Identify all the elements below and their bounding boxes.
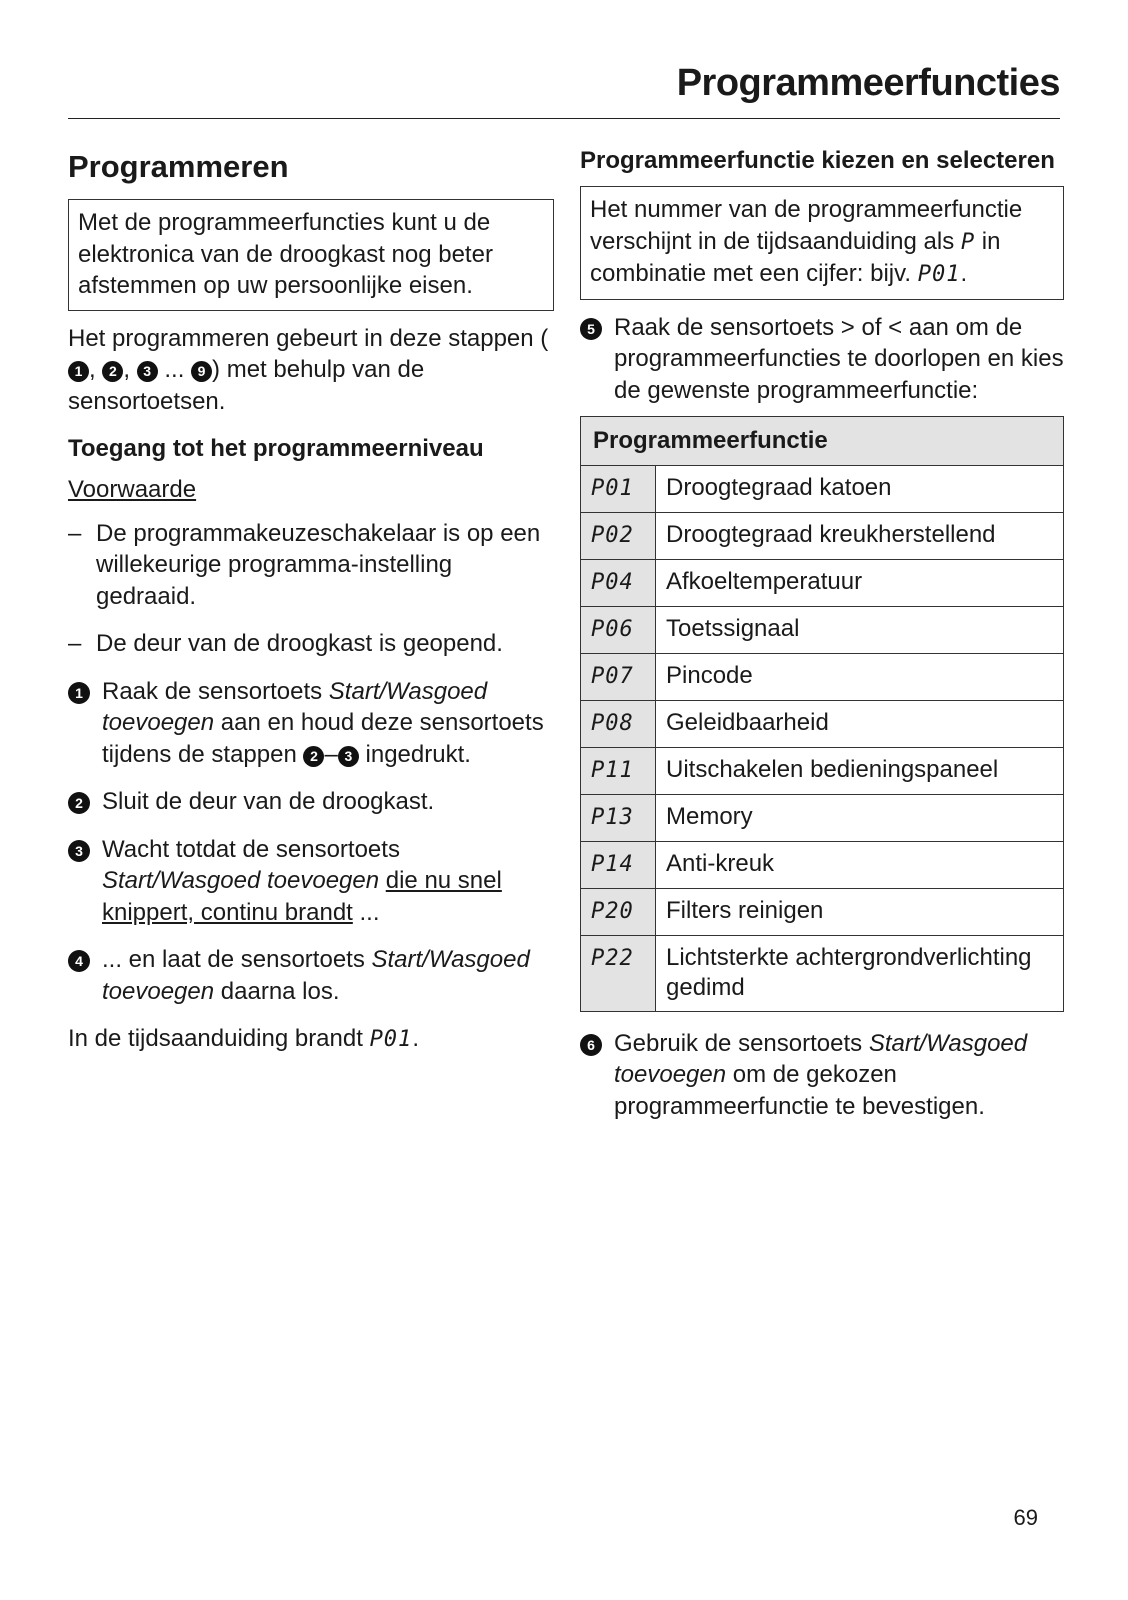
function-code <box>581 653 656 700</box>
list-item <box>68 628 554 660</box>
left-column <box>68 145 554 1072</box>
step-text: Sluit de deur van de droogkast. <box>102 788 435 815</box>
table-row <box>581 653 1064 700</box>
table-row <box>581 559 1064 606</box>
page-number: 69 <box>1013 1505 1038 1530</box>
program-functions-table <box>580 416 1064 1012</box>
list-item-text: De deur van de droogkast is geopend. <box>96 630 503 657</box>
table-header: Programmeerfunctie <box>581 417 1064 466</box>
display-code: P06 <box>591 616 634 642</box>
table-row <box>581 888 1064 935</box>
step-1 <box>68 676 554 771</box>
step-text: Gebruik de sensortoets <box>614 1029 869 1057</box>
step-number-badge: 6 <box>580 1034 602 1056</box>
final-paragraph <box>68 1023 554 1056</box>
function-label: Afkoeltemperatuur <box>656 559 1064 606</box>
range-dash: – <box>324 740 338 768</box>
function-code <box>581 559 656 606</box>
step-badge-3: 3 <box>338 746 359 767</box>
step-2 <box>68 786 554 818</box>
function-label: Filters reinigen <box>656 888 1064 935</box>
display-code: P11 <box>591 757 634 783</box>
list-item-text: De programmakeuzeschakelaar is op een willekeurige programma-instelling gedraaid. <box>96 519 541 610</box>
section-title: Programmeren <box>68 149 289 184</box>
step-badge-2: 2 <box>303 746 324 767</box>
step-5 <box>580 312 1064 407</box>
step-number-badge: 3 <box>68 840 90 862</box>
function-label: Anti-kreuk <box>656 841 1064 888</box>
function-label: Droogtegraad katoen <box>656 465 1064 512</box>
table-row <box>581 794 1064 841</box>
access-heading: Toegang tot het programmeerniveau <box>68 435 484 462</box>
display-code: P22 <box>591 945 634 971</box>
display-code: P08 <box>591 710 634 736</box>
function-label: Geleidbaarheid <box>656 700 1064 747</box>
right-column <box>580 145 1064 1138</box>
page-header-title: Programmeerfuncties <box>676 62 1060 104</box>
final-text: In de tijdsaanduiding brandt <box>68 1025 370 1052</box>
intro-box <box>68 199 554 311</box>
function-code <box>581 606 656 653</box>
ellipsis: ... <box>164 356 185 383</box>
step-badge-9: 9 <box>191 361 212 382</box>
function-label: Uitschakelen bedieningspaneel <box>656 747 1064 794</box>
function-code <box>581 512 656 559</box>
intro-text-2: ) met behulp van de sensortoetsen. <box>68 356 425 415</box>
intro-box-text: Met de programmeerfuncties kunt u de elektronica van de droogkast nog beter afstemmen op uw persoonlijke eisen. <box>78 209 493 299</box>
table-row <box>581 747 1064 794</box>
table-body <box>581 465 1064 1011</box>
step-text: ... en laat de sensortoets <box>102 946 372 973</box>
function-code <box>581 841 656 888</box>
period: . <box>412 1025 419 1052</box>
step-number-badge: 4 <box>68 950 90 972</box>
header-rule <box>68 118 1060 119</box>
intro-paragraph <box>68 323 554 418</box>
display-code: P01 <box>369 1027 413 1052</box>
display-code: P13 <box>591 804 634 830</box>
step-text: ... <box>352 898 380 926</box>
button-name: Start/Wasgoed toevoegen <box>102 946 530 1005</box>
function-code <box>581 794 656 841</box>
display-code: P01 <box>917 262 961 287</box>
step-number-badge: 5 <box>580 318 602 340</box>
next-arrow-icon: > <box>840 313 855 341</box>
step-text: daarna los. <box>214 977 340 1005</box>
function-label: Droogtegraad kreukherstellend <box>656 512 1064 559</box>
display-code: P <box>960 229 976 255</box>
button-name: Start/Wasgoed toevoegen <box>102 677 488 736</box>
table-row <box>581 935 1064 1011</box>
step-text: Raak de sensortoets <box>102 677 329 705</box>
step-badge-1: 1 <box>68 361 89 382</box>
step-text: aan om de programmeerfuncties te doorlopen en kies de gewenste programmeerfunctie: <box>614 313 1064 404</box>
display-code: P01 <box>591 475 634 501</box>
display-code: P04 <box>591 569 634 595</box>
previous-arrow-icon: < <box>888 313 903 341</box>
table-row <box>581 841 1064 888</box>
period: . <box>960 260 968 287</box>
step-number-badge: 2 <box>68 792 90 814</box>
comma: , <box>123 356 131 383</box>
function-code <box>581 888 656 935</box>
step-text: ingedrukt. <box>358 740 471 768</box>
list-item <box>68 518 554 613</box>
precondition-label: Voorwaarde <box>68 476 197 503</box>
step-text: aan en houd deze sensortoets tijdens de stappen <box>102 709 544 768</box>
step-text: Wacht totdat de sensortoets <box>102 835 400 863</box>
intro-text-1: Het programmeren gebeurt in deze stappen ( <box>68 324 549 352</box>
function-label: Memory <box>656 794 1064 841</box>
step-badge-3: 3 <box>137 361 158 382</box>
button-name: Start/Wasgoed toevoegen <box>102 867 380 894</box>
info-text: in combinatie met een cijfer: bijv. <box>590 227 1001 287</box>
dash-bullet: – <box>68 519 82 547</box>
comma: , <box>89 356 96 383</box>
display-code: P14 <box>591 851 634 877</box>
table-row <box>581 465 1064 512</box>
step-4 <box>68 944 554 1007</box>
display-code: P20 <box>591 898 634 924</box>
dash-bullet: – <box>68 630 82 657</box>
function-label: Lichtsterkte achtergrondverlichting gedimd <box>656 935 1064 1011</box>
table-row <box>581 700 1064 747</box>
button-name: Start/Wasgoed toevoegen <box>614 1029 1028 1088</box>
step-number-badge: 1 <box>68 682 90 704</box>
display-code: P07 <box>591 663 634 689</box>
function-label: Toetssignaal <box>656 606 1064 653</box>
function-code <box>581 747 656 794</box>
step-badge-2: 2 <box>102 361 123 382</box>
step-text: Raak de sensortoets <box>614 313 841 341</box>
info-box <box>580 186 1064 300</box>
function-code <box>581 465 656 512</box>
table-row <box>581 606 1064 653</box>
function-code <box>581 700 656 747</box>
step-6 <box>580 1028 1064 1123</box>
step-3 <box>68 834 554 929</box>
step-text: om de gekozen programmeerfunctie te bevestigen. <box>614 1061 985 1120</box>
select-heading: Programmeerfunctie kiezen en selecteren <box>580 147 1055 174</box>
function-code <box>581 935 656 1011</box>
info-text: Het nummer van de programmeerfunctie verschijnt in de tijdsaanduiding als <box>590 196 1023 255</box>
underlined-text: die nu snel knippert, continu brandt <box>102 867 502 926</box>
function-label: Pincode <box>656 653 1064 700</box>
step-text: of <box>854 313 889 341</box>
display-code: P02 <box>591 522 634 548</box>
table-row <box>581 512 1064 559</box>
